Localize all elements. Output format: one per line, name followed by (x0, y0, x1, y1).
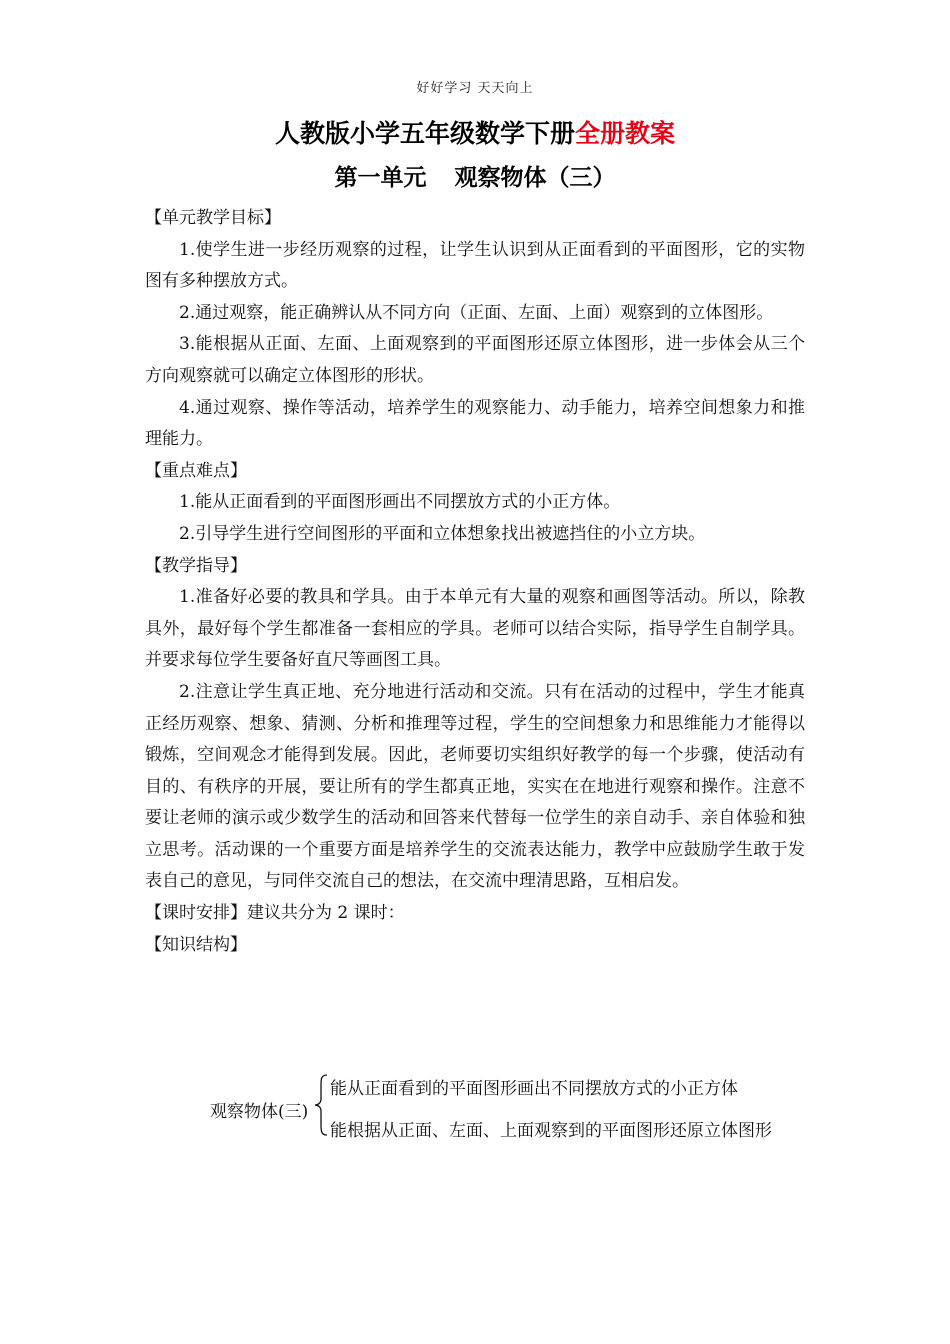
structure-root: 观察物体(三) (210, 1102, 309, 1122)
section-heading-goals: 【单元教学目标】 (145, 208, 281, 228)
structure-branch: 能根据从正面、左面、上面观察到的平面图形还原立体图形 (330, 1121, 772, 1141)
title-highlight: 全册教案 (575, 119, 676, 148)
section-heading-schedule: 【课时安排】 (145, 903, 247, 924)
section-heading-key: 【重点难点】 (145, 460, 247, 481)
unit-name: 观察物体（三） (454, 165, 616, 191)
goal-item: 3.能根据从正面、左面、上面观察到的平面图形还原立体图形，进一步体会从三个方向观察就可以确定立体图形的形状。 (145, 334, 805, 386)
knowledge-structure-diagram (210, 1068, 850, 1148)
key-item: 2.引导学生进行空间图形的平面和立体想象找出被遮挡住的小立方块。 (179, 523, 706, 544)
unit-number: 第一单元 (334, 165, 427, 191)
goal-item: 4.通过观察、操作等活动，培养学生的观察能力、动手能力，培养空间想象力和推理能力。 (145, 397, 805, 450)
structure-branch: 能从正面看到的平面图形画出不同摆放方式的小正方体 (330, 1079, 738, 1099)
document-body (145, 203, 805, 961)
curly-brace-icon (314, 1074, 328, 1136)
guide-item: 2.注意让学生真正地、充分地进行活动和交流。只有在活动的过程中，学生才能真正经历观察、想象、猜测、分析和推理等过程，学生的空间想象力和思维能力才能得以锻炼，空间观念才能得到发展。因此，老师要切实组织好教学的每一个步骤，使活动有目的、有秩序的开展，要让所有的学生都真正地，实实在在地进行观察和操作。注意不要让老师的演示或少数学生的活动和回答来代替每一位学生的亲自动手、亲自体验和独立思考。活动课的一个重要方面是培养学生的交流表达能力，教学中应鼓励学生敢于发表自己的意见，与同伴交流自己的想法，在交流中理清思路，互相启发。 (145, 681, 805, 892)
schedule-line (145, 898, 805, 930)
key-item: 1.能从正面看到的平面图形画出不同摆放方式的小正方体。 (179, 492, 621, 513)
title-main: 人教版小学五年级数学下册 (274, 119, 575, 148)
unit-title (0, 159, 950, 192)
header-motto: 好好学习 天天向上 (416, 81, 534, 96)
section-heading-structure: 【知识结构】 (145, 934, 247, 955)
schedule-text: 建议共分为 2 课时： (247, 903, 405, 924)
goal-item: 2.通过观察，能正确辨认从不同方向（正面、左面、上面）观察到的立体图形。 (179, 302, 774, 323)
document-title (0, 114, 950, 150)
section-heading-guide: 【教学指导】 (145, 555, 247, 576)
goal-item: 1.使学生进一步经历观察的过程，让学生认识到从正面看到的平面图形，它的实物图有多种摆放方式。 (145, 239, 805, 292)
guide-item: 1.准备好必要的教具和学具。由于本单元有大量的观察和画图等活动。所以，除教具外，最好每个学生都准备一套相应的学具。老师可以结合实际，指导学生自制学具。并要求每位学生要备好直尺等画图工具。 (145, 587, 805, 671)
